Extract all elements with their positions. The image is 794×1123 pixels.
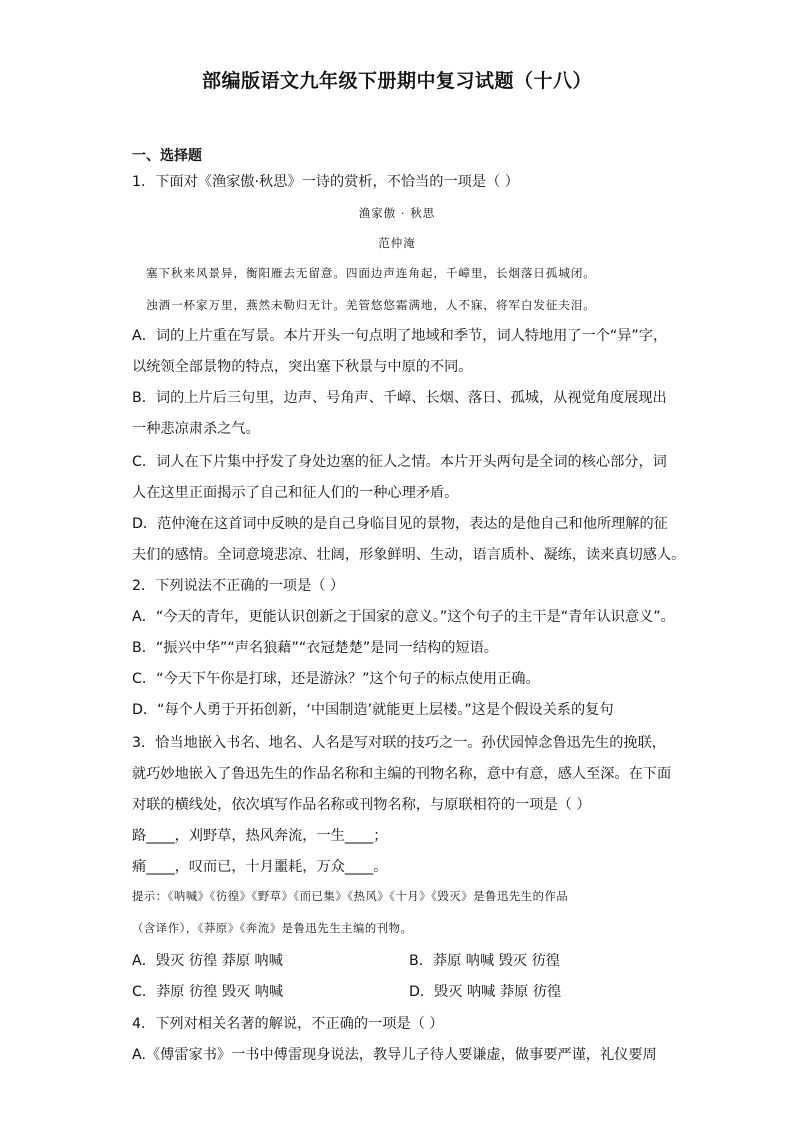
- q2-option-b: B．“振兴中华”“声名狼藉”“衣冠楚楚”是同一结构的短语。: [132, 640, 498, 656]
- q3-option-a: A．毁灭 彷徨 莽原 呐喊: [132, 953, 283, 969]
- poem-title: 渔家傲 · 秋思: [358, 206, 436, 220]
- q3-stem-line-1: 3．恰当地嵌入书名、地名、人名是写对联的技巧之一。孙伏园悼念鲁迅先生的挽联，: [132, 735, 666, 751]
- q1-option-d-cont: 夫们的感情。全词意境悲凉、壮阔，形象鲜明、生动，语言质朴、凝练，读来真切感人。: [132, 547, 686, 563]
- q4-stem: 4．下列对相关名著的解说，不正确的一项是（ ）: [132, 1016, 444, 1032]
- q1-option-a-cont: 以统领全部景物的特点，突出塞下秋景与中原的不同。: [132, 359, 473, 375]
- q1-option-d: D．范仲淹在这首词中反映的是自己身临目见的景物，表达的是他自己和他所理解的征: [132, 516, 668, 532]
- couplet-line-2: 痛____，叹而已，十月噩耗，万众____。: [132, 859, 388, 875]
- q3-hint-line-2: （含译作），《莽原》《奔流》是鲁迅先生主编的刊物。: [132, 922, 413, 935]
- q1-option-b: B．词的上片后三句里，边声、号角声、千嶂、长烟、落日、孤城，从视觉角度展现出: [132, 390, 667, 406]
- q2-option-a: A．“今天的青年，更能认识创新之于国家的意义。”这个句子的主干是“青年认识意义”。: [132, 609, 675, 625]
- q2-stem: 2．下列说法不正确的一项是（ ）: [132, 578, 345, 594]
- poem-line-2: 浊酒一杯家万里，燕然未勒归无计。羌管悠悠霜满地，人不寐，将军白发征夫泪。: [146, 298, 596, 312]
- q4-option-a: A.《傅雷家书》一书中傅雷现身说法，教导儿子待人要谦虚，做事要严谨，礼仪要周: [132, 1047, 657, 1063]
- q3-option-b: B．莽原 呐喊 毁灭 彷徨: [409, 953, 560, 969]
- q3-option-c: C．莽原 彷徨 毁灭 呐喊: [132, 984, 284, 1000]
- couplet-line-1: 路____，刈野草，热风奔流，一生____；: [132, 828, 388, 844]
- q1-option-b-cont: 一种悲凉肃杀之气。: [132, 421, 260, 437]
- page-title: 部编版语文九年级下册期中复习试题（十八）: [201, 70, 592, 92]
- q3-stem-line-2: 就巧妙地嵌入了鲁迅先生的作品名称和主编的刊物名称，意中有意，感人至深。在下面: [132, 766, 672, 782]
- q3-hint-line-1: 提示：《呐喊》《彷徨》《野草》《而已集》《热风》《十月》《毁灭》是鲁迅先生的作品: [132, 890, 569, 903]
- section-heading: 一、选择题: [132, 148, 202, 164]
- poem-author: 范仲淹: [378, 236, 416, 250]
- q2-option-c: C．“今天下午你是打球，还是游泳？”这个句子的标点使用正确。: [132, 671, 540, 687]
- q3-option-d: D．毁灭 呐喊 莽原 彷徨: [409, 984, 562, 1000]
- q1-option-c-cont: 人在这里正面揭示了自己和征人们的一种心理矛盾。: [132, 485, 459, 501]
- q1-stem: 1．下面对《渔家傲·秋思》一诗的赏析，不恰当的一项是（ ）: [132, 174, 519, 190]
- q1-option-a: A．词的上片重在写景。本片开头一句点明了地域和季节，词人特地用了一个“异”字，: [132, 328, 668, 344]
- q3-stem-line-3: 对联的横线处，依次填写作品名称或刊物名称，与原联相符的一项是（ ）: [132, 797, 591, 813]
- q2-option-d: D．“每个人勇于开拓创新，‘中国制造’就能更上层楼。”这是个假设关系的复句: [132, 702, 614, 718]
- q1-option-c: C．词人在下片集中抒发了身处边塞的征人之情。本片开头两句是全词的核心部分，词: [132, 454, 667, 470]
- poem-line-1: 塞下秋来风景异，衡阳雁去无留意。四面边声连角起，千嶂里，长烟落日孤城闭。: [146, 266, 596, 280]
